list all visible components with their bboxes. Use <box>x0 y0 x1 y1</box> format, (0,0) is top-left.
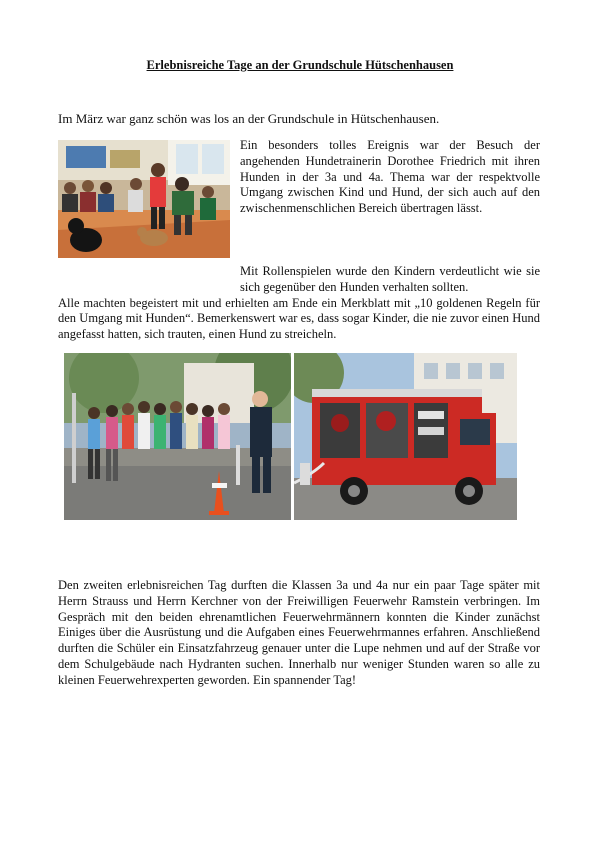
photo-children-firefighter <box>64 353 291 520</box>
lead-sentence: Im März war ganz schön was los an der Grundschule in Hütschenhausen. <box>58 111 440 126</box>
paragraph-dog-visit-continued <box>58 264 540 343</box>
photo-classroom-dogs <box>58 140 230 258</box>
paragraph-dog-visit-text: Ein besonders tolles Ereignis war der Besuch der angehenden Hundetrainerin Dorothee Friedrich mit ihren Hunden in der 3a und 4a. Thema war der respektvolle Umgang zwischen Kind und Hund, der sich auch auf den zwischenmenschlichen Bereich übertragen lässt. <box>240 138 540 216</box>
paragraph-fire-brigade: Den zweiten erlebnisreichen Tag durften die Klassen 3a und 4a nur ein paar Tage später mit Herrn Strauss und Herrn Kerchner von der Freiwilligen Feuerwehr Ramstein verbringen. Im Gespräch mit den beiden ehrenamtlichen Feuerwehrmännern konnten die Kinder zunächst Einiges über die Ausrüstung und die Aufgaben eines Feuerwehrmannes erfahren. Anschließend durften die Schüler ein Einsatzfahrzeug genauer unter die Lupe nehmen und auf der Straße vor dem Schulgebäude nach Hydranten suchen. Innerhalb nur weniger Stunden waren so alle zu kleinen Feuerwehrexperten geworden. Ein spannender Tag! <box>58 578 540 687</box>
photo-fire-truck <box>294 353 517 520</box>
paragraph-dog-visit <box>240 138 540 217</box>
paragraph-roleplay-rest: Alle machten begeistert mit und erhielten am Ende ein Merkblatt mit „10 goldenen Regeln für den Umgang mit Hunden“. Bemerkenswert war es, dass sogar Kinder, die nie zuvor einen Hund angefasst hatten, sich trauten, einen Hund zu streicheln. <box>58 295 540 342</box>
document-title: Erlebnisreiche Tage an der Grundschule Hütschenhausen <box>146 58 454 72</box>
paragraph-roleplay-sentence: Mit Rollenspielen wurde den Kindern verdeutlicht wie sie sich gegenüber den Hunden verhalten sollten. <box>240 264 540 294</box>
